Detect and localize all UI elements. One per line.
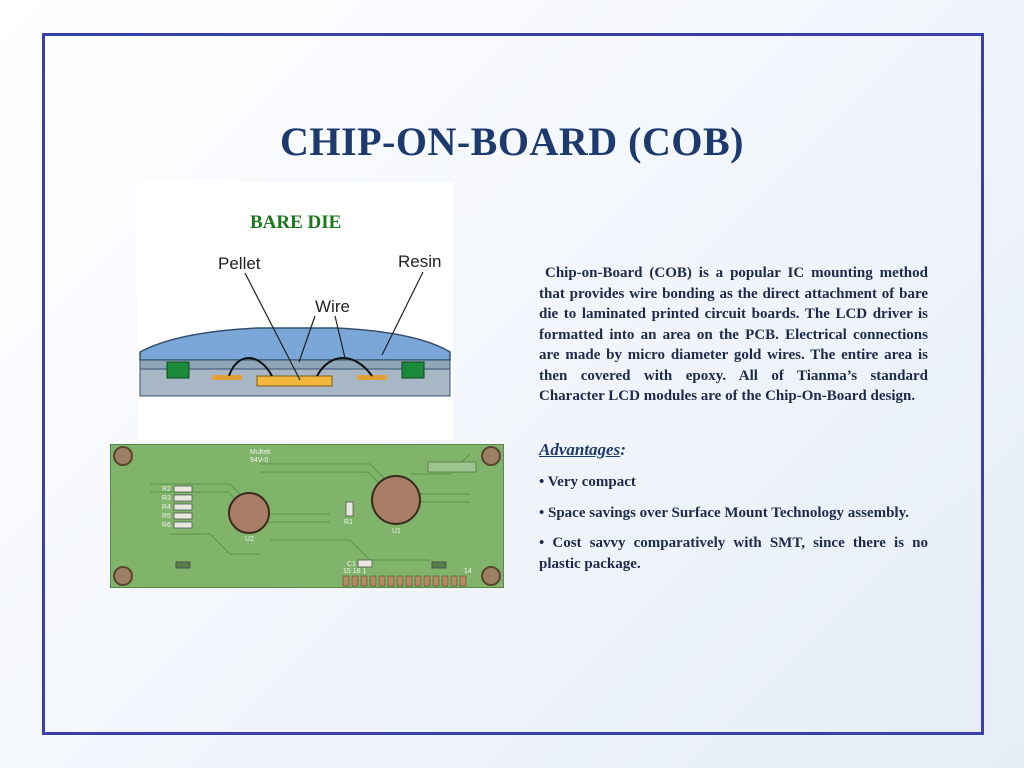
silk-pin-right: 14 — [464, 568, 472, 575]
mount-hole-bl — [114, 567, 132, 585]
component-right — [432, 562, 446, 568]
resistor-array — [174, 486, 192, 528]
mount-hole-tr — [482, 447, 500, 465]
silk-pins-left: 15 16 1 — [343, 568, 367, 575]
green-pad-right — [402, 362, 424, 378]
silk-c1: C1 — [347, 561, 356, 568]
silk-code: 94V-0 — [250, 457, 269, 464]
advantage-item: • Cost savvy comparatively with SMT, since there is no plastic package. — [539, 535, 928, 572]
mount-hole-br — [482, 567, 500, 585]
advantages-heading — [539, 440, 626, 460]
silk-r5: R5 — [162, 513, 171, 520]
bond-pad-left — [212, 375, 242, 380]
capacitor-c1 — [358, 560, 372, 567]
pellet-label: Pellet — [218, 254, 261, 273]
advantages-heading-text: Advantages — [539, 440, 621, 459]
silk-r3: R3 — [162, 495, 171, 502]
slide-title: CHIP-ON-BOARD (COB) — [280, 119, 744, 164]
pcb-photo — [110, 444, 504, 588]
resin-dome — [140, 328, 450, 360]
silk-r6: R6 — [162, 522, 171, 529]
bare-die-label: BARE DIE — [250, 212, 342, 233]
silk-r1: R1 — [344, 519, 353, 526]
mount-hole-tl — [114, 447, 132, 465]
wire-label: Wire — [315, 297, 350, 316]
green-pad-left — [167, 362, 189, 378]
advantages-heading-suffix: : — [620, 440, 626, 459]
silk-r2: R2 — [162, 486, 171, 493]
cob-blob-u1 — [372, 476, 420, 524]
label-box — [428, 462, 476, 472]
resin-label: Resin — [398, 252, 442, 271]
advantages-list — [539, 472, 928, 584]
bare-die-pellet — [257, 376, 332, 386]
cob-blob-u2 — [229, 493, 269, 533]
silk-u2: U2 — [245, 536, 254, 543]
advantage-item: • Very compact — [539, 474, 636, 490]
cob-description: Chip-on-Board (COB) is a popular IC mounting method that provides wire bonding as the direct attachment of bare die to laminated printed circuit boards. The LCD driver is formatted into an area on the PCB. Electrical connections are made by micro diameter gold wires. The entire area is then covered with epoxy. All of Tianma’s standard Character LCD modules are of the Chip-On-Board design. — [539, 265, 928, 404]
component-left — [176, 562, 190, 568]
silk-maker: Multek — [250, 449, 271, 456]
silk-u1: U1 — [392, 528, 401, 535]
advantage-item: • Space savings over Surface Mount Technology assembly. — [539, 504, 910, 521]
silk-r4: R4 — [162, 504, 171, 511]
cob-cross-section-diagram — [137, 240, 453, 400]
resistor-r1 — [346, 502, 353, 516]
